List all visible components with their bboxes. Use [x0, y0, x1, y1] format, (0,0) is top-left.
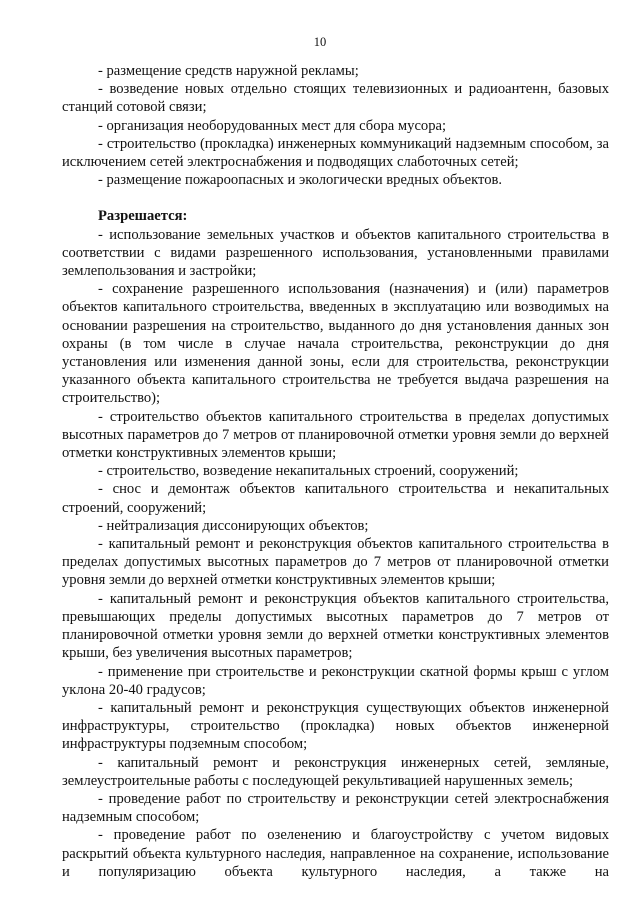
allowed-item: - капитальный ремонт и реконструкция инженерных сетей, земляные, землеустроительные работы с последующей рекультивацией нарушенных земель;	[62, 754, 609, 789]
prohibited-item: - строительство (прокладка) инженерных коммуникаций надземным способом, за исключением сетей электроснабжения и подводящих слаботочных сетей;	[62, 135, 609, 171]
prohibited-item: - размещение пожароопасных и экологически вредных объектов.	[98, 172, 503, 189]
allowed-heading: Разрешается:	[98, 208, 188, 225]
prohibited-item: - размещение средств наружной рекламы;	[98, 63, 359, 79]
allowed-item: - строительство, возведение некапитальных строений, сооружений;	[98, 463, 519, 480]
document-body	[62, 62, 609, 881]
allowed-item: - капитальный ремонт и реконструкция объектов капитального строительства в пределах допустимых высотных параметров до 7 метров от планировочной отметки уровня земли до верхней отметки конструктивных элементов крыши;	[62, 536, 609, 589]
allowed-item: - проведение работ по строительству и реконструкции сетей электроснабжения надземным способом;	[62, 790, 609, 826]
allowed-item: - капитальный ремонт и реконструкция объектов капитального строительства, превышающих пределы допустимых высотных параметров до 7 метров от планировочной отметки уровня земли до верхней отметки конструктивных элементов крыши, без увеличения высотных параметров;	[62, 590, 609, 662]
paragraph-gap	[62, 189, 609, 207]
allowed-item: - применение при строительстве и реконструкции скатной формы крыш с углом уклона 20-40 градусов;	[62, 663, 609, 698]
allowed-item: - использование земельных участков и объектов капитального строительства в соответствии с видами разрешенного использования, установленными правилами землепользования и застройки;	[62, 226, 609, 280]
allowed-item: - строительство объектов капитального строительства в пределах допустимых высотных параметров до 7 метров от планировочной отметки уровня земли до верхней отметки конструктивных элементов крыши;	[62, 408, 609, 462]
allowed-item: - снос и демонтаж объектов капитального строительства и некапитальных строений, сооружений;	[62, 481, 609, 516]
allowed-item: - сохранение разрешенного использования (назначения) и (или) параметров объектов капитального строительства, введенных в эксплуатацию или возводимых на основании разрешения на строительство, выданного до дня установления данных зон охраны (в том числе в случае начала строительства, реконструкции до дня установления или изменения данной зоны, если для строительства, реконструкции указанного объекта капитального строительства не требуется выдача разрешения на строительство);	[62, 281, 609, 407]
prohibited-item: - организация необорудованных мест для сбора мусора;	[98, 117, 447, 134]
prohibited-item: - возведение новых отдельно стоящих телевизионных и радиоантенн, базовых станций сотовой связи;	[62, 81, 609, 116]
page-number: 10	[313, 35, 327, 49]
allowed-item: - капитальный ремонт и реконструкция существующих объектов инженерной инфраструктуры, строительство (прокладка) новых объектов инженерной инфраструктуры подземным способом;	[62, 699, 609, 753]
allowed-item: - нейтрализация диссонирующих объектов;	[98, 517, 369, 534]
allowed-item: - проведение работ по озеленению и благоустройству с учетом видовых раскрытий объекта культурного наследия, направленное на сохранение, использование и популяризацию объекта культурного наследия, а также на	[62, 827, 609, 880]
